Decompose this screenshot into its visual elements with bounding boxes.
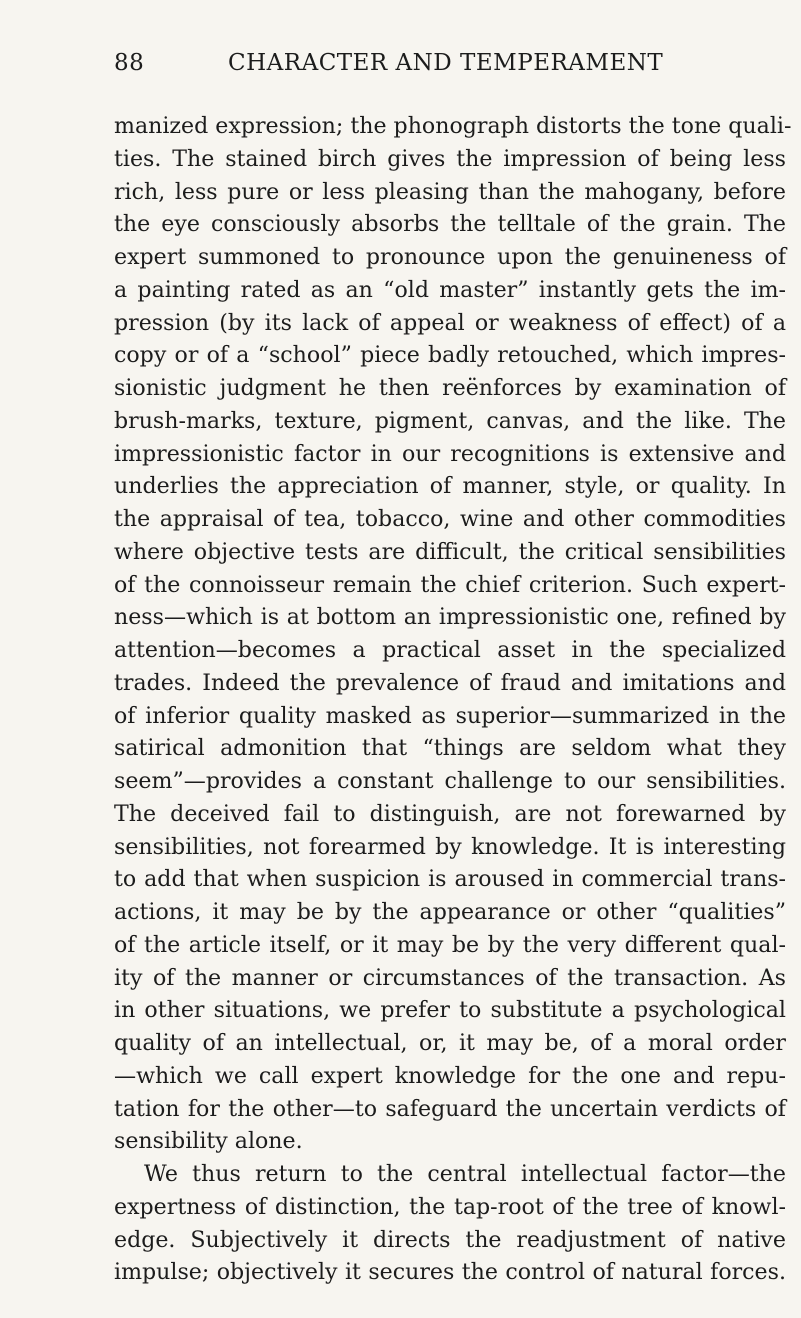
body-text	[114, 110, 792, 1289]
text-line: rich, less pure or less pleasing than the mahogany, before	[114, 178, 786, 205]
text-line: where objective tests are difficult, the critical sensibilities	[114, 538, 786, 565]
page-header	[114, 50, 786, 84]
text-line: the appraisal of tea, tobacco, wine and other commodities	[114, 506, 786, 532]
text-line: satirical admonition that “things are seldom what they	[114, 735, 786, 762]
text-line: quality of an intellectual, or, it may be, of a moral order	[114, 1030, 786, 1056]
text-line: in other situations, we prefer to substitute a psychological	[114, 997, 786, 1024]
text-line: tation for the other—to safeguard the uncertain verdicts of	[114, 1095, 786, 1122]
text-line: ness—which is at bottom an impressionistic one, refined by	[114, 604, 786, 631]
text-line: edge. Subjectively it directs the readjustment of native	[114, 1226, 786, 1253]
text-line: The deceived fail to distinguish, are not forewarned by	[114, 800, 786, 827]
text-line: copy or of a “school” piece badly retouched, which impres-	[114, 342, 786, 369]
text-line: to add that when suspicion is aroused in commercial trans-	[114, 866, 786, 893]
text-line: of the article itself, or it may be by the very different qual-	[114, 931, 786, 958]
text-line: brush-marks, texture, pigment, canvas, and the like. The	[114, 407, 786, 434]
text-line: a painting rated as an “old master” instantly gets the im-	[114, 276, 786, 303]
paragraph-end-line: sensibility alone.	[114, 1128, 303, 1155]
text-line: sensibilities, not forearmed by knowledge. It is interesting	[114, 833, 786, 860]
running-head: CHARACTER AND TEMPERAMENT	[228, 50, 664, 76]
text-line: trades. Indeed the prevalence of fraud and imitations and	[114, 669, 786, 696]
text-line: expertness of distinction, the tap-root of the tree of knowl-	[114, 1193, 786, 1220]
text-line: the eye consciously absorbs the telltale of the grain. The	[114, 211, 786, 238]
text-line: attention—becomes a practical asset in the specialized	[114, 637, 786, 663]
text-line: seem”—provides a constant challenge to our sensibilities.	[114, 768, 786, 794]
text-line: of the connoisseur remain the chief criterion. Such expert-	[114, 571, 786, 598]
text-line: sionistic judgment he then reënforces by examination of	[114, 375, 786, 401]
text-line: ity of the manner or circumstances of the transaction. As	[114, 964, 786, 991]
text-line: pression (by its lack of appeal or weakness of effect) of a	[114, 309, 786, 336]
text-line: actions, it may be by the appearance or other “qualities”	[114, 899, 786, 925]
text-line: impulse; objectively it secures the control of natural forces.	[114, 1259, 786, 1286]
text-line: ties. The stained birch gives the impression of being less	[114, 145, 786, 172]
text-line: expert summoned to pronounce upon the genuineness of	[114, 244, 786, 270]
text-line: underlies the appreciation of manner, style, or quality. In	[114, 473, 786, 500]
paragraph-start-line: We thus return to the central intellectual factor—the	[144, 1161, 786, 1187]
text-line: manized expression; the phonograph distorts the tone quali-	[114, 113, 792, 139]
text-line: of inferior quality masked as superior—summarized in the	[114, 702, 786, 729]
text-line: —which we call expert knowledge for the one and repu-	[114, 1062, 786, 1089]
page-number: 88	[114, 50, 145, 76]
text-line: impressionistic factor in our recognitions is extensive and	[114, 440, 786, 467]
